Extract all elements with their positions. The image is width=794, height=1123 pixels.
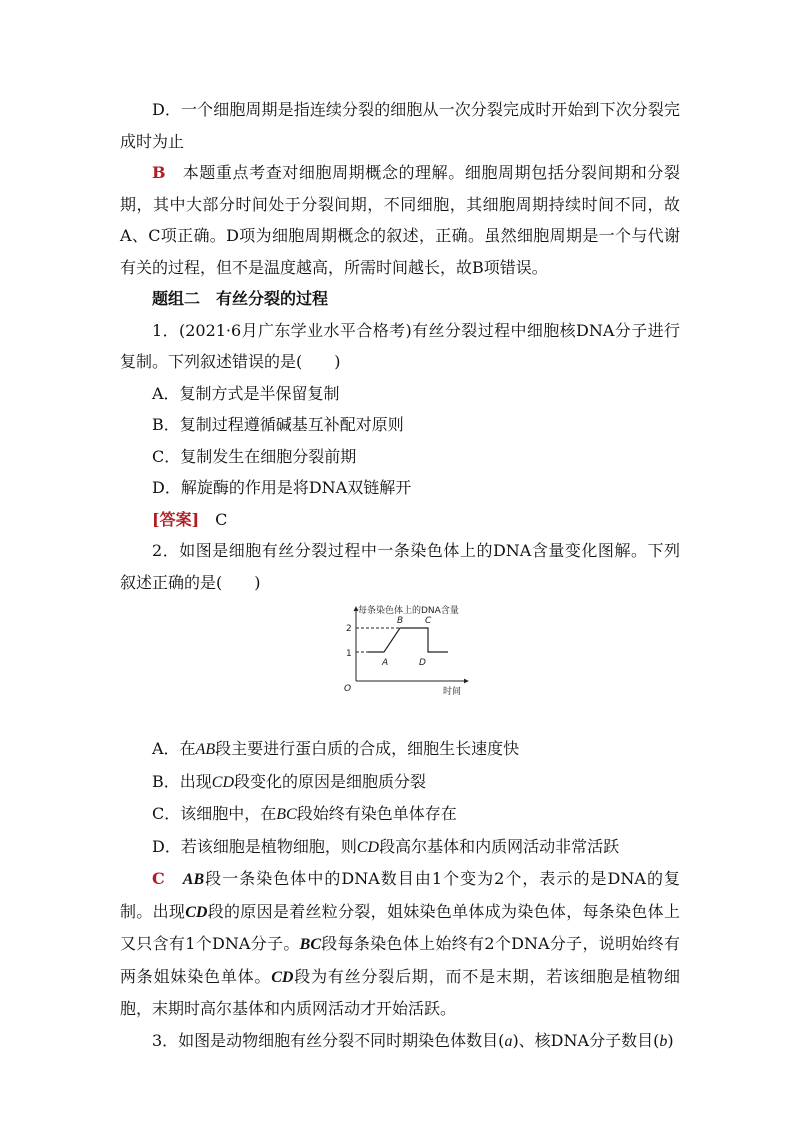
prev-option-d: D．一个细胞周期是指连续分裂的细胞从一次分裂完成时开始到下次分裂完成时为止	[120, 100, 680, 151]
q2-a-pre: A．在	[152, 739, 196, 758]
q2-d-pre: D．若该细胞是植物细胞，则	[152, 836, 357, 856]
point-label-c: C	[425, 616, 432, 626]
content	[120, 94, 680, 1057]
q2-answer-letter: C	[152, 869, 165, 888]
point-label-b: B	[397, 616, 404, 626]
q2-b-seg: CD	[211, 773, 234, 791]
q1-answer	[120, 504, 680, 536]
y-tick-1: 1	[346, 649, 352, 659]
q2-option-b	[120, 766, 680, 799]
q1-stem: 1．(2021·6月广东学业水平合格考)有丝分裂过程中细胞核DNA分子进行复制。下列叙述错误的是( )	[120, 320, 680, 371]
q2-exp-seg-4: CD	[271, 968, 294, 986]
q2-exp-seg-1: AB	[182, 871, 205, 888]
q3-pre: 3．如图是动物细胞有丝分裂不同时期染色体数目(	[152, 1030, 505, 1050]
q1-option-c: C．复制发生在细胞分裂前期	[152, 446, 357, 466]
q2-stem: 2．如图是细胞有丝分裂过程中一条染色体上的DNA含量变化图解。下列叙述正确的是( )	[120, 541, 680, 592]
q3-mid: )、核DNA分子数目(	[512, 1030, 660, 1050]
q2-a-seg: AB	[195, 741, 216, 758]
q2-exp-text-3: 段每条染色体上始终有2个DNA分子，说明始终有两条姐妹染色单体。	[120, 934, 680, 986]
q2-a-post: 段主要进行蛋白质的合成，细胞生长速度快	[215, 739, 520, 758]
section-title: 题组二 有丝分裂的过程	[152, 289, 329, 308]
q2-d-post: 段高尔基体和内质网活动非常活跃	[379, 836, 620, 856]
q3-post: )	[667, 1030, 674, 1050]
q2-d-seg: CD	[356, 838, 380, 856]
q1-answer-value: C	[215, 509, 228, 529]
origin-label: O	[344, 684, 352, 694]
q2-exp-text-4: 段为有丝分裂后期，而不是末期，若该细胞是植物细胞，末期时高尔基体和内质网活动才开始活跃。	[120, 966, 680, 1018]
q2-exp-text-2: 段的原因是着丝粒分裂，姐妹染色单体成为染色体，每条染色体上又只含有1个DNA分子。	[120, 901, 680, 953]
prev-answer	[120, 157, 680, 283]
dna-curve	[368, 628, 448, 652]
q2-b-post: 段变化的原因是细胞质分裂	[234, 771, 427, 791]
q2-explanation	[120, 863, 680, 1025]
q2-option-c	[120, 798, 680, 831]
q2-option-d	[120, 831, 680, 864]
dna-graph	[340, 601, 470, 727]
q3-b: b	[659, 1032, 668, 1050]
q1-option-a: A．复制方式是半保留复制	[152, 383, 340, 403]
prev-answer-text: 本题重点考查对细胞周期概念的理解。细胞周期包括分裂间期和分裂期，其中大部分时间处于分裂间期，不同细胞，其细胞周期持续时间不同，故A、C项正确。D项为细胞周期概念的叙述，正确。虽然细胞周期是一个与代谢有关的过程，但不是温度越高，所需时间越长，故B项错误。	[120, 163, 680, 277]
q1-option-d: D．解旋酶的作用是将DNA双链解开	[152, 478, 412, 497]
q1-option-b: B．复制过程遵循碱基互补配对原则	[152, 415, 404, 434]
x-axis-label: 时间	[443, 687, 462, 697]
q2-exp-text-1: 段一条染色体中的DNA数目由1个变为2个，表示的是DNA的复制。出现	[120, 869, 680, 921]
q3-stem	[120, 1025, 680, 1058]
point-label-a: A	[382, 658, 389, 668]
y-tick-2: 2	[346, 624, 352, 634]
point-label-d: D	[419, 658, 426, 668]
q2-c-pre: C．该细胞中，在	[152, 804, 277, 823]
y-axis-label: 每条染色体上的DNA含量	[358, 606, 459, 616]
q2-option-a	[120, 733, 680, 766]
q3-a: a	[504, 1032, 513, 1050]
q1-answer-label: [答案]	[152, 509, 200, 529]
dna-content-figure	[120, 601, 680, 727]
q2-c-seg: BC	[276, 806, 297, 823]
q2-exp-seg-3: BC	[299, 936, 321, 953]
q2-c-post: 段始终有染色单体存在	[296, 804, 457, 823]
q2-exp-seg-2: CD	[185, 903, 208, 921]
q2-b-pre: B．出现	[152, 771, 212, 791]
prev-answer-letter: B	[152, 163, 166, 182]
